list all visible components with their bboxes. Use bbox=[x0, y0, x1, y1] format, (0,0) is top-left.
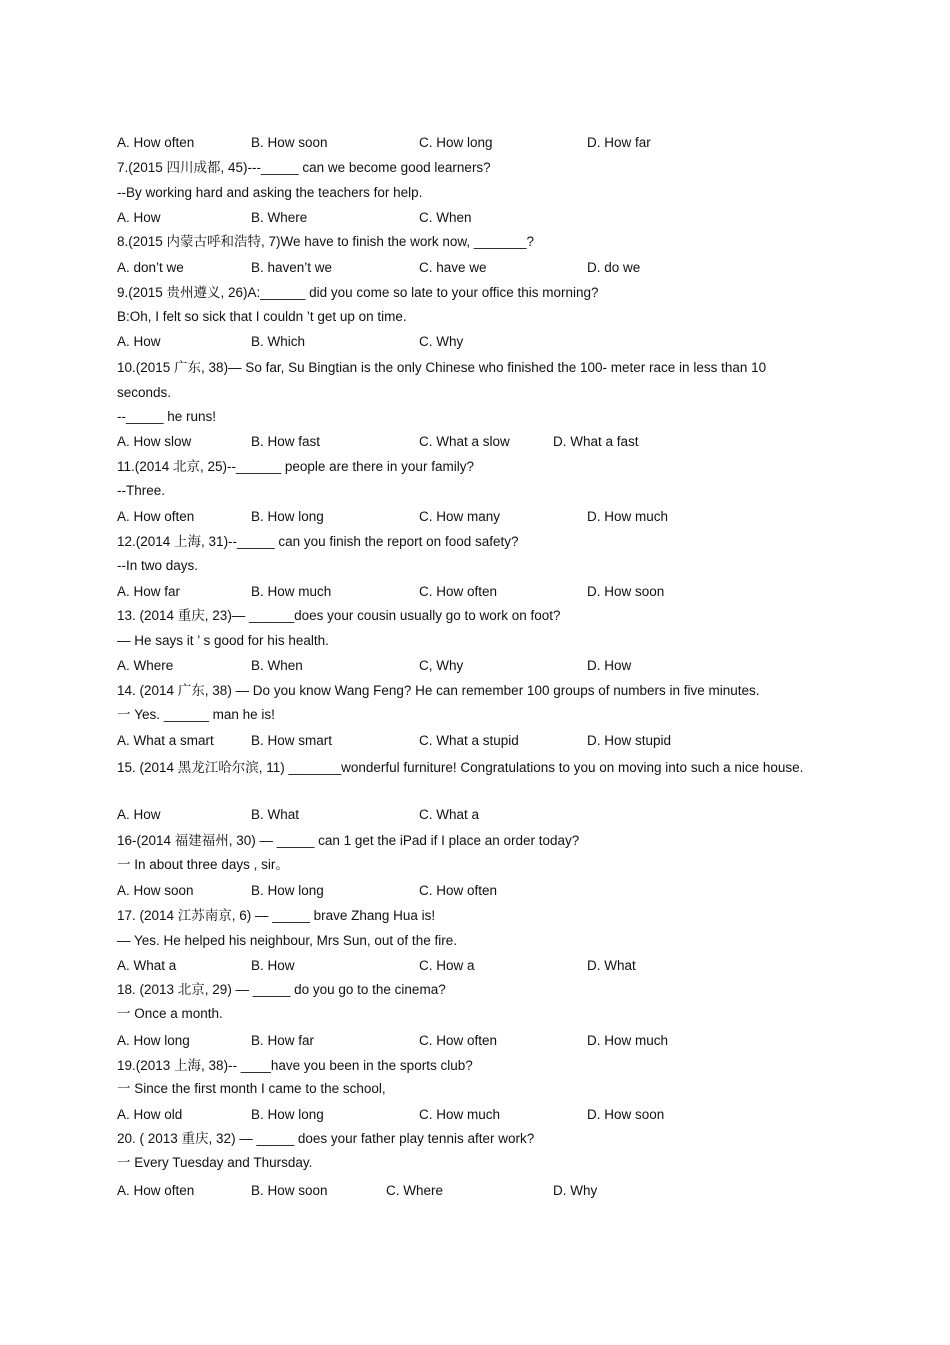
q9-option-b: B. Which bbox=[251, 334, 306, 349]
q7-option-b: B. Where bbox=[251, 210, 308, 225]
q11-stem: 11.(2014 北京, 25)--______ people are there in your family? bbox=[117, 459, 474, 474]
q19-option-a: A. How old bbox=[117, 1107, 183, 1122]
q16-stem: 16-(2014 福建福州, 30) — _____ can 1 get the iPad if I place an order today? bbox=[117, 833, 580, 848]
q11-option-b: B. How long bbox=[251, 509, 324, 524]
q10-option-d: D. What a fast bbox=[553, 434, 639, 449]
q18-option-a: A. How long bbox=[117, 1033, 190, 1048]
q20-stem: 20. ( 2013 重庆, 32) — _____ does your father play tennis after work? bbox=[117, 1131, 535, 1146]
q6-option-c: C. How long bbox=[419, 135, 493, 150]
q16-option-a: A. How soon bbox=[117, 883, 194, 898]
q18-option-d: D. How much bbox=[587, 1033, 669, 1048]
q9-stem: 9.(2015 贵州遵义, 26)A:______ did you come so late to your office this morning? bbox=[117, 285, 599, 300]
q19-option-b: B. How long bbox=[251, 1107, 324, 1122]
q20-option-c: C. Where bbox=[386, 1183, 444, 1198]
q9-reply: B:Oh, I felt so sick that I couldn ’t get up on time. bbox=[117, 309, 407, 324]
q12-option-c: C. How often bbox=[419, 584, 498, 599]
q15-option-b: B. What bbox=[251, 807, 300, 822]
q10-option-b: B. How fast bbox=[251, 434, 321, 449]
q17-option-b: B. How bbox=[251, 958, 295, 973]
q13-option-b: B. When bbox=[251, 658, 303, 673]
q12-option-b: B. How much bbox=[251, 584, 332, 599]
q19-stem: 19.(2013 上海, 38)-- ____have you been in the sports club? bbox=[117, 1058, 473, 1073]
q16-option-b: B. How long bbox=[251, 883, 324, 898]
q14-option-b: B. How smart bbox=[251, 733, 333, 748]
q16-reply: 一 In about three days , sir。 bbox=[117, 857, 289, 872]
q8-option-d: D. do we bbox=[587, 260, 641, 275]
q18-option-c: C. How often bbox=[419, 1033, 498, 1048]
q10-stem: 10.(2015 广东, 38)— So far, Su Bingtian is the only Chinese who finished the 100- meter race in less than 10 seconds. bbox=[117, 360, 767, 400]
q7-stem: 7.(2015 四川成都, 45)---_____ can we become good learners? bbox=[117, 160, 491, 175]
q9-option-a: A. How bbox=[117, 334, 161, 349]
q13-option-c: C, Why bbox=[419, 658, 464, 673]
q11-option-d: D. How much bbox=[587, 509, 669, 524]
q18-reply: 一 Once a month. bbox=[117, 1006, 223, 1021]
q18-stem: 18. (2013 北京, 29) — _____ do you go to the cinema? bbox=[117, 982, 446, 997]
q14-stem: 14. (2014 广东, 38) — Do you know Wang Feng? He can remember 100 groups of numbers in five minutes. bbox=[117, 683, 760, 698]
q14-option-d: D. How stupid bbox=[587, 733, 672, 748]
q6-option-a: A. How often bbox=[117, 135, 195, 150]
q19-option-c: C. How much bbox=[419, 1107, 501, 1122]
q12-reply: --In two days. bbox=[117, 558, 199, 573]
q15-stem: 15. (2014 黑龙江哈尔滨, 11) _______wonderful furniture! Congratulations to you on moving into such a nice house. bbox=[117, 760, 804, 775]
q13-option-a: A. Where bbox=[117, 658, 174, 673]
q13-option-d: D. How bbox=[587, 658, 632, 673]
q16-option-c: C. How often bbox=[419, 883, 498, 898]
q17-stem: 17. (2014 江苏南京, 6) — _____ brave Zhang Hua is! bbox=[117, 908, 436, 923]
q14-reply: 一 Yes. ______ man he is! bbox=[117, 707, 275, 722]
q11-reply: --Three. bbox=[117, 483, 166, 498]
q8-option-b: B. haven’t we bbox=[251, 260, 333, 275]
q17-option-d: D. What bbox=[587, 958, 636, 973]
q19-option-d: D. How soon bbox=[587, 1107, 665, 1122]
q18-option-b: B. How far bbox=[251, 1033, 315, 1048]
q7-reply: --By working hard and asking the teachers for help. bbox=[117, 185, 423, 200]
q19-reply: 一 Since the first month I came to the school, bbox=[117, 1081, 386, 1096]
q13-stem: 13. (2014 重庆, 23)— ______does your cousin usually go to work on foot? bbox=[117, 608, 561, 623]
q10-option-a: A. How slow bbox=[117, 434, 192, 449]
q17-option-c: C. How a bbox=[419, 958, 475, 973]
q11-option-c: C. How many bbox=[419, 509, 501, 524]
q13-reply: — He says it ’ s good for his health. bbox=[117, 633, 329, 648]
q7-option-c: C. When bbox=[419, 210, 472, 225]
q14-option-a: A. What a smart bbox=[117, 733, 214, 748]
q12-option-d: D. How soon bbox=[587, 584, 665, 599]
q17-reply: — Yes. He helped his neighbour, Mrs Sun, out of the fire. bbox=[117, 933, 457, 948]
q8-option-c: C. have we bbox=[419, 260, 487, 275]
q12-option-a: A. How far bbox=[117, 584, 181, 599]
q20-reply: 一 Every Tuesday and Thursday. bbox=[117, 1155, 313, 1170]
q14-option-c: C. What a stupid bbox=[419, 733, 519, 748]
q20-option-a: A. How often bbox=[117, 1183, 195, 1198]
q10-reply: --_____ he runs! bbox=[117, 409, 217, 424]
q7-option-a: A. How bbox=[117, 210, 161, 225]
q11-option-a: A. How often bbox=[117, 509, 195, 524]
q9-option-c: C. Why bbox=[419, 334, 464, 349]
q10-option-c: C. What a slow bbox=[419, 434, 510, 449]
q8-stem: 8.(2015 内蒙古呼和浩特, 7)We have to finish the work now, _______? bbox=[117, 234, 534, 249]
q8-option-a: A. don’t we bbox=[117, 260, 184, 275]
q20-option-d: D. Why bbox=[553, 1183, 598, 1198]
q12-stem: 12.(2014 上海, 31)--_____ can you finish the report on food safety? bbox=[117, 534, 519, 549]
q17-option-a: A. What a bbox=[117, 958, 177, 973]
q6-option-d: D. How far bbox=[587, 135, 651, 150]
q15-option-a: A. How bbox=[117, 807, 161, 822]
q20-option-b: B. How soon bbox=[251, 1183, 328, 1198]
q6-option-b: B. How soon bbox=[251, 135, 328, 150]
q15-option-c: C. What a bbox=[419, 807, 480, 822]
